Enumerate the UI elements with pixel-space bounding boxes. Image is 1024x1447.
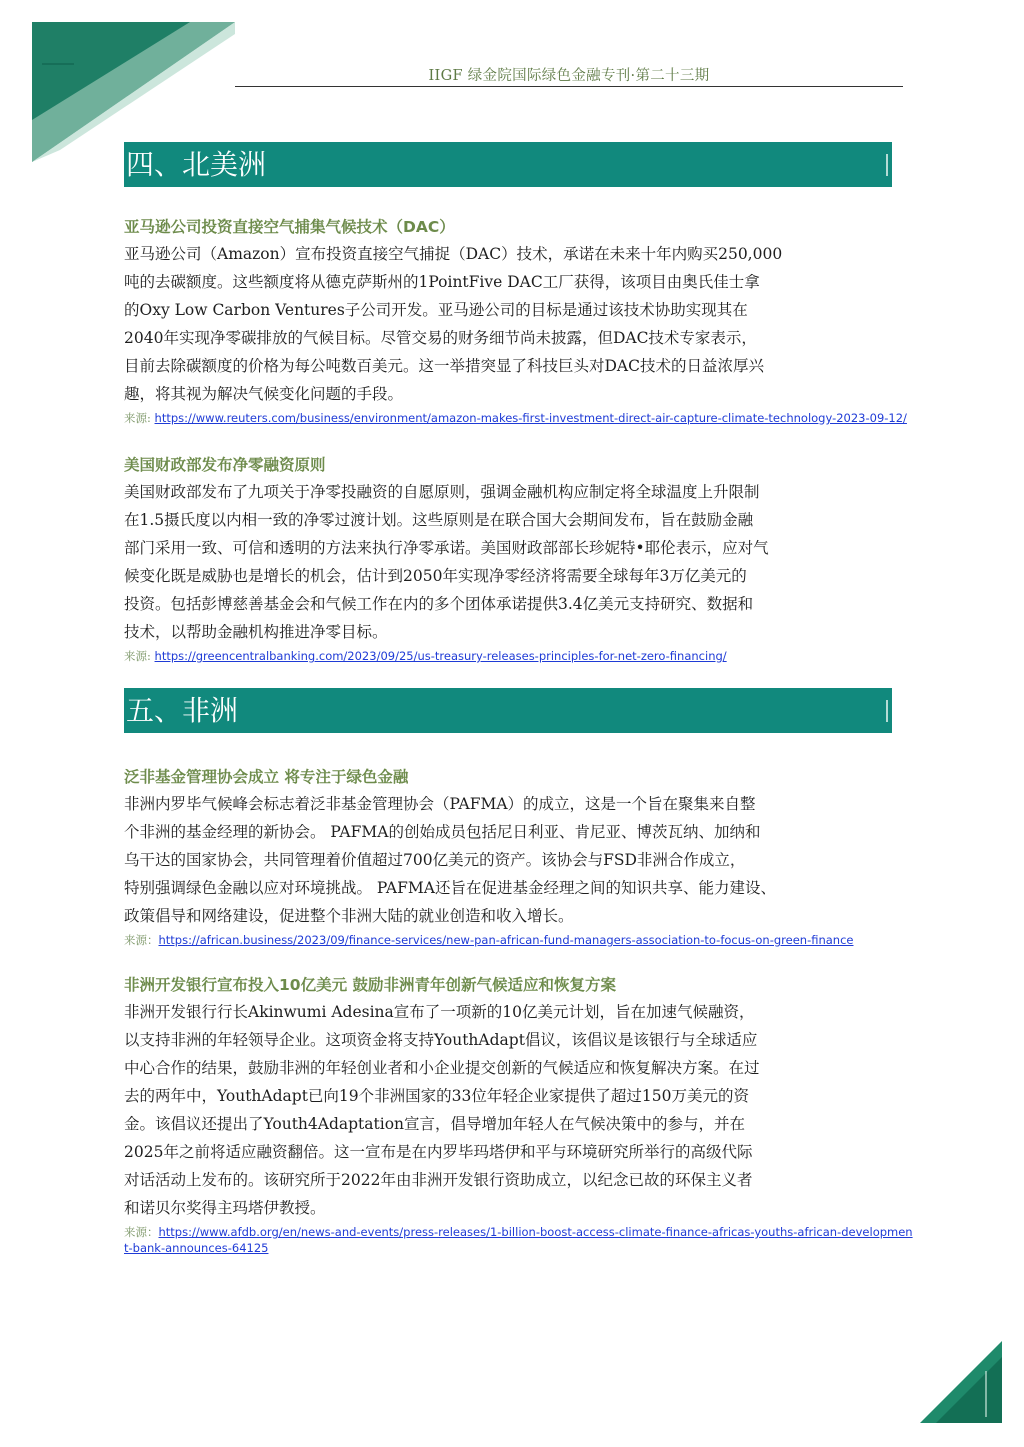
source-link[interactable]: https://greencentralbanking.com/2023/09/25/us-treasury-releases-principles-for-net-zero-financing/ [154,649,727,663]
heading-accent-mark [886,700,888,722]
article-title: 非洲开发银行宣布投入10亿美元 鼓励非洲青年创新气候适应和恢复方案 [124,976,616,994]
section-heading-north-america [124,142,892,187]
article-us-treasury [124,454,914,664]
heading-accent-mark [886,154,888,176]
source-link[interactable]: https://www.reuters.com/business/environment/amazon-makes-first-investment-direct-air-capture-climate-technology-2023-09-12/ [154,411,907,425]
article-source [124,648,914,664]
header-divider [235,86,903,87]
header-title: IIGF 绿金院国际绿色金融专刊·第二十三期 [428,68,710,84]
source-label: 来源: [124,649,155,663]
section-heading-text: 五、非洲 [126,694,239,727]
article-body: 非洲开发银行行长Akinwumi Adesina宣布了一项新的10亿美元计划，旨在加速气候融资， 以支持非洲的年轻领导企业。这项资金将支持YouthAdapt倡议，该倡议是该银行与全球适应 中心合作的结果，鼓励非洲的年轻创业者和小企业提交创新的气候适应和恢复解决方案。在过 去的两年中，YouthAdapt已向19个非洲国家的33位年轻企业家提供了超过150万美元的资 金。该倡议还提出了Youth4Adaptation宣言，倡导增加年轻人在气候决策中的参与，并在 2025年之前将适应融资翻倍。这一宣布是在内罗毕玛塔伊和平与环境研究所举行的高级代际 对话活动上发布的。该研究所于2022年由非洲开发银行资助成立，以纪念已故的环保主义者 和诺贝尔奖得主玛塔伊教授。 [124,1003,760,1217]
section-heading-text: 四、北美洲 [126,148,267,181]
article-title: 美国财政部发布净零融资原则 [124,456,326,474]
article-body: 亚马逊公司（Amazon）宣布投资直接空气捕捉（DAC）技术，承诺在未来十年内购买250,000 吨的去碳额度。这些额度将从德克萨斯州的1PointFive DAC工厂获得，该项目由奥氏佳士拿 的Oxy Low Carbon Ventures子公司开发。亚马逊公司的目标是通过该技术协助实现其在 2040年实现净零碳排放的气候目标。尽管交易的财务细节尚未披露，但DAC技术专家表示， 目前去除碳额度的价格为每公吨数百美元。这一举措突显了科技巨头对DAC技术的日益浓厚兴 趣，将其视为解决气候变化问题的手段。 [124,245,783,403]
article-title: 亚马逊公司投资直接空气捕集气候技术（DAC） [124,218,455,236]
source-label: 来源： [124,1225,159,1239]
source-label: 来源: [124,411,155,425]
article-title: 泛非基金管理协会成立 将专注于绿色金融 [124,768,409,786]
article-body: 非洲内罗毕气候峰会标志着泛非基金管理协会（PAFMA）的成立，这是一个旨在聚集来自整 个非洲的基金经理的新协会。 PAFMA的创始成员包括尼日利亚、肯尼亚、博茨瓦纳、加纳和 乌干达的国家协会，共同管理着价值超过700亿美元的资产。该协会与FSD非洲合作成立， 特别强调绿色金融以应对环境挑战。 PAFMA还旨在促进基金经理之间的知识共享、能力建设、 政策倡导和网络建设，促进整个非洲大陆的就业创造和收入增长。 [124,795,776,925]
corner-decoration-bottom-right [916,1337,1006,1427]
article-source [124,410,914,426]
article-body: 美国财政部发布了九项关于净零投融资的自愿原则，强调金融机构应制定将全球温度上升限制 在1.5摄氏度以内相一致的净零过渡计划。这些原则是在联合国大会期间发布，旨在鼓励金融 部门采用一致、可信和透明的方法来执行净零承诺。美国财政部部长珍妮特•耶伦表示，应对气 候变化既是威胁也是增长的机会，估计到2050年实现净零经济将需要全球每年3万亿美元的 投资。包括彭博慈善基金会和气候工作在内的多个团体承诺提供3.4亿美元支持研究、数据和 技术，以帮助金融机构推进净零目标。 [124,483,769,641]
article-amazon-dac [124,216,914,426]
source-link[interactable]: https://www.afdb.org/en/news-and-events/press-releases/1-billion-boost-access-climate-finance-africas-youths-african-development-bank-announces-64125 [124,1225,913,1255]
article-source [124,932,914,948]
article-afdb-youth [124,974,914,1256]
section-heading-africa [124,688,892,733]
article-pafma [124,766,914,948]
source-link[interactable]: https://african.business/2023/09/finance-services/new-pan-african-fund-managers-association-to-focus-on-green-finance [158,933,854,947]
article-source [124,1224,914,1256]
source-label: 来源： [124,933,159,947]
